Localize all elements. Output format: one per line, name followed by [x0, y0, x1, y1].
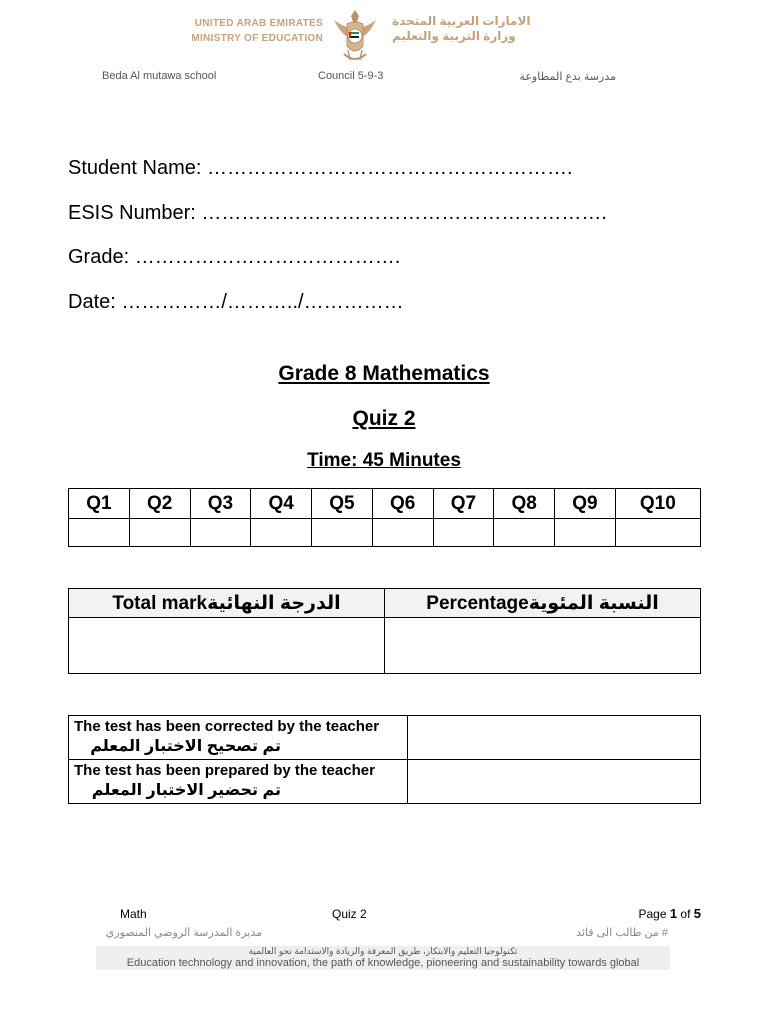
page-current: 1	[669, 906, 678, 921]
corrected-signature-cell[interactable]	[408, 716, 701, 760]
q-score-cell[interactable]	[251, 519, 312, 547]
q-score-cell[interactable]	[69, 519, 130, 547]
total-mark-cell[interactable]	[69, 618, 385, 674]
q-header: Q5	[312, 489, 373, 519]
teacher-table	[68, 715, 701, 804]
q-score-cell[interactable]	[555, 519, 616, 547]
q-score-cell[interactable]	[190, 519, 251, 547]
percentage-cell[interactable]	[385, 618, 701, 674]
questions-header-row	[69, 489, 701, 519]
total-mark-header	[69, 589, 385, 618]
q-header: Q8	[494, 489, 555, 519]
questions-score-table	[68, 488, 701, 547]
quiz-title: Quiz 2	[352, 407, 416, 430]
time-title: Time: 45 Minutes	[307, 450, 461, 471]
q-score-cell[interactable]	[372, 519, 433, 547]
marks-header-row	[69, 589, 701, 618]
prepared-signature-cell[interactable]	[408, 760, 701, 804]
q-score-cell[interactable]	[312, 519, 373, 547]
total-mark-en: Total mark	[112, 592, 208, 614]
prepared-row	[69, 760, 701, 804]
header-ar-line1: الامارات العربية المتحدة	[392, 14, 531, 28]
marks-value-row	[69, 618, 701, 674]
q-header: Q10	[615, 489, 700, 519]
footer-vision-band	[96, 946, 670, 970]
header-en-line2: MINISTRY OF EDUCATION	[191, 33, 323, 44]
page-of: of	[677, 907, 694, 921]
school-name-en: Beda Al mutawa school	[102, 70, 217, 82]
corrected-ar: تم تصحيح الاختبار المعلم	[90, 738, 281, 755]
corrected-label	[69, 716, 408, 760]
footer-band-en: Education technology and innovation, the path of knowledge, pioneering and sustainability towards global	[126, 957, 640, 969]
prepared-en: The test has been prepared by the teacher	[74, 762, 375, 779]
total-mark-ar: الدرجة النهائية	[207, 592, 341, 614]
prepared-label	[69, 760, 408, 804]
q-score-cell[interactable]	[615, 519, 700, 547]
marks-table	[68, 588, 701, 674]
q-header: Q7	[433, 489, 494, 519]
corrected-en: The test has been corrected by the teacher	[74, 718, 380, 735]
prepared-ar: تم تحضير الاختبار المعلم	[91, 782, 281, 799]
q-header: Q2	[129, 489, 190, 519]
grade-line[interactable]: Grade: ………………………………….	[68, 246, 401, 268]
header-arabic	[392, 14, 550, 44]
footer-principal-ar: مديرة المدرسة الروضي المنصوري	[105, 927, 262, 939]
uae-emblem-icon	[330, 6, 380, 66]
q-header: Q4	[251, 489, 312, 519]
q-header: Q3	[190, 489, 251, 519]
footer-quiz: Quiz 2	[332, 907, 367, 921]
header-english	[168, 16, 323, 46]
council-label: Council 5-9-3	[318, 70, 384, 82]
page-label: Page	[638, 907, 670, 921]
subject-title: Grade 8 Mathematics	[278, 362, 490, 385]
footer-motto-ar: # من طالب الى قائد	[576, 927, 668, 939]
page-total: 5	[693, 906, 701, 921]
q-score-cell[interactable]	[494, 519, 555, 547]
footer-band-ar: تكنولوجيا التعليم والابتكار، طريق المعرفة والريادة والاستدامة نحو العالمية	[248, 946, 518, 956]
q-header: Q9	[555, 489, 616, 519]
date-line[interactable]: Date: ……………/………../……………	[68, 291, 404, 313]
header-ar-line2: وزارة التربية والتعليم	[392, 29, 516, 43]
corrected-row	[69, 716, 701, 760]
q-header: Q1	[69, 489, 130, 519]
footer-subject: Math	[120, 907, 147, 921]
q-header: Q6	[372, 489, 433, 519]
student-name-line[interactable]: Student Name: ……………………………………………….	[68, 157, 573, 179]
percentage-en: Percentage	[426, 592, 529, 614]
school-name-ar: مدرسة بدع المطاوعة	[519, 71, 616, 83]
percentage-header	[385, 589, 701, 618]
percentage-ar: النسبة المئوية	[528, 592, 659, 614]
q-score-cell[interactable]	[433, 519, 494, 547]
header-en-line1: UNITED ARAB EMIRATES	[194, 18, 323, 29]
q-score-cell[interactable]	[129, 519, 190, 547]
esis-number-line[interactable]: ESIS Number: …………………………………………………….	[68, 202, 607, 224]
footer-page-number	[600, 906, 701, 921]
questions-score-row	[69, 519, 701, 547]
